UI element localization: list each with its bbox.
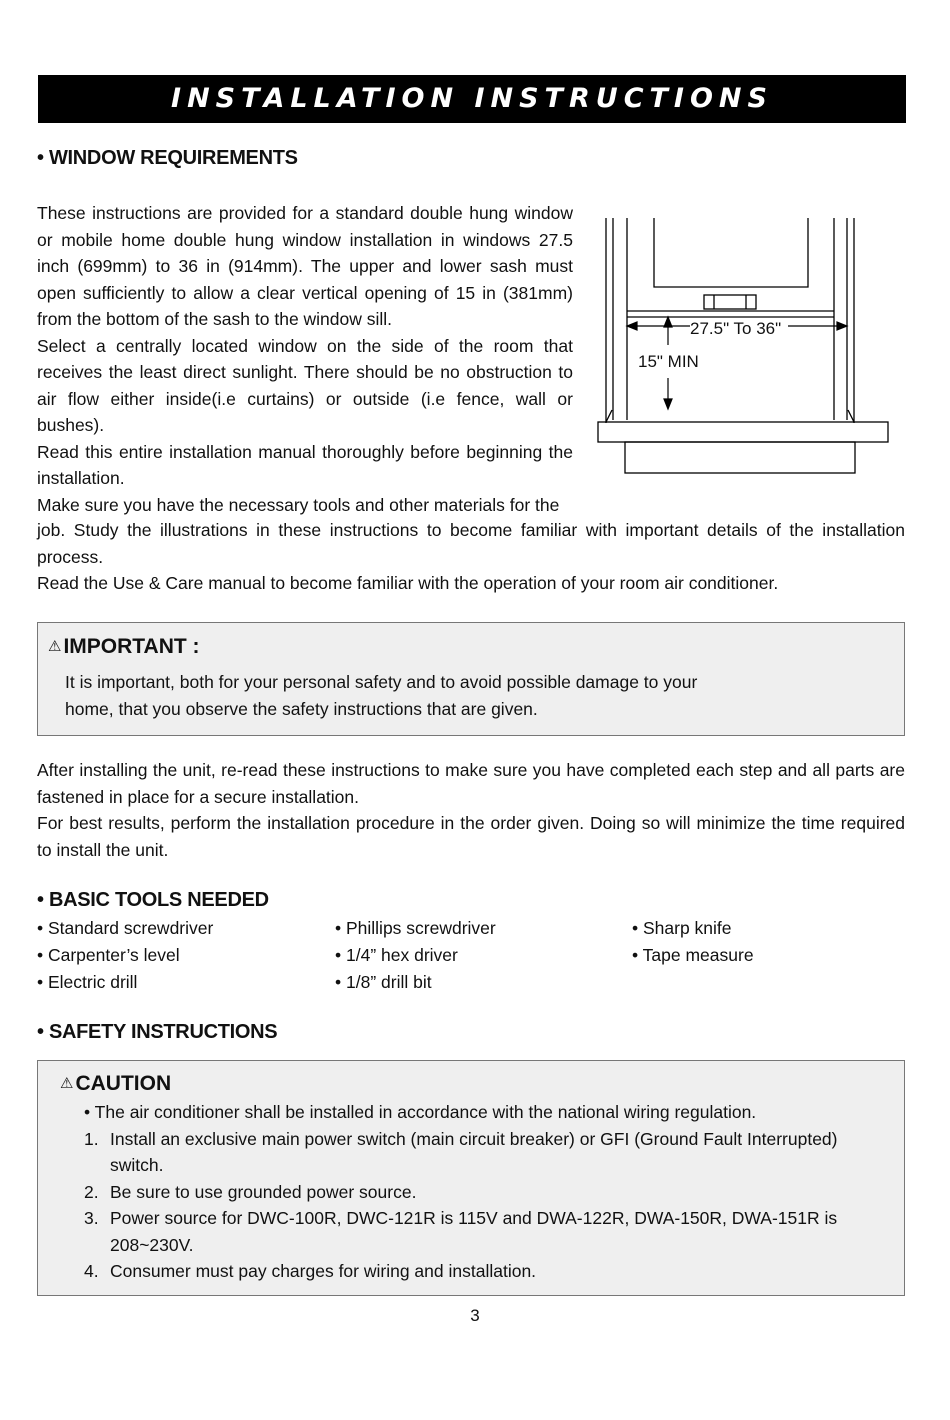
tool-item: • 1/4” hex driver: [335, 945, 458, 965]
caution-box: [37, 1060, 905, 1296]
after-paragraph-1: After installing the unit, re-read these instructions to make sure you have completed each step and all parts are fastened in place for a secure installation.: [37, 760, 905, 807]
caution-body: [84, 1099, 884, 1285]
height-dimension-label: 15" MIN: [638, 352, 699, 371]
sash-lock: [704, 295, 756, 309]
warning-triangle-icon: ⚠: [60, 1075, 74, 1092]
window-requirements-continued: [37, 517, 905, 597]
tool-item: • 1/8” drill bit: [335, 972, 432, 992]
list-item-text: Power source for DWC-100R, DWC-121R is 115V and DWA-122R, DWA-150R, DWA-151R is 208~230V.: [110, 1208, 838, 1255]
window-sill: [598, 422, 888, 442]
important-title-text: IMPORTANT :: [63, 635, 200, 658]
list-item-text: Install an exclusive main power switch (main circuit breaker) or GFI (Ground Fault Interrupted) switch.: [110, 1128, 838, 1175]
tool-item: • Phillips screwdriver: [335, 918, 496, 938]
upper-sash: [654, 218, 808, 287]
width-dimension-label: 27.5" To 36": [690, 319, 782, 338]
intro-paragraph-1: These instructions are provided for a standard double hung window or mobile home double hung window installation in windows 27.5 inch (699mm) to 36 in (914mm). The upper and lower sash must open sufficiently to allow a clear vertical opening of 15 in (381mm) from the bottom of the sash to the window sill.: [37, 203, 573, 329]
list-item-number: 1.: [84, 1128, 99, 1149]
caution-list: [84, 1126, 884, 1285]
after-paragraph-2: For best results, perform the installation procedure in the order given. Doing so will minimize the time required to install the unit.: [37, 813, 905, 860]
tool-item: • Carpenter’s level: [37, 945, 180, 965]
list-item: [84, 1126, 884, 1179]
wide-paragraph-1: job. Study the illustrations in these instructions to become familiar with important details of the installation process.: [37, 520, 905, 567]
intro-paragraph-4: Make sure you have the necessary tools and other materials for the: [37, 494, 560, 515]
list-item-number: 3.: [84, 1208, 99, 1228]
sill-apron: [625, 442, 855, 473]
wide-paragraph-2: Read the Use & Care manual to become familiar with the operation of your room air conditioner.: [37, 573, 779, 593]
caution-bullet: • The air conditioner shall be installed in accordance with the national wiring regulation.: [84, 1102, 757, 1122]
list-item: [84, 1258, 884, 1285]
caution-title-text: CAUTION: [75, 1072, 172, 1095]
page-title-banner: [38, 75, 906, 123]
important-notice-box: [37, 622, 905, 736]
list-item: [84, 1179, 884, 1206]
tool-item: • Standard screwdriver: [37, 918, 214, 938]
page-title: INSTALLATION INSTRUCTIONS: [171, 83, 773, 114]
basic-tools-heading: • BASIC TOOLS NEEDED: [37, 889, 269, 911]
intro-paragraph-2: Select a centrally located window on the side of the room that receives the least direct sunlight. There should be no obstruction to air flow either inside(i.e curtains) or outside (i.e fence, wall or bushes).: [37, 335, 573, 435]
list-item-text: Be sure to use grounded power source.: [110, 1181, 417, 1202]
after-installation-text: [37, 757, 905, 863]
list-item-number: 4.: [84, 1261, 99, 1281]
important-line-1: It is important, both for your personal safety and to avoid possible damage to your: [65, 672, 698, 692]
window-requirements-heading: • WINDOW REQUIREMENTS: [37, 147, 298, 169]
safety-instructions-heading: • SAFETY INSTRUCTIONS: [37, 1021, 278, 1043]
tool-item: • Electric drill: [37, 972, 138, 992]
important-title: [48, 635, 200, 659]
tool-item: • Tape measure: [632, 945, 754, 965]
important-line-2: home, that you observe the safety instructions that are given.: [65, 698, 538, 719]
window-diagram: [590, 210, 900, 480]
warning-triangle-icon: ⚠: [48, 638, 62, 655]
list-item: [84, 1205, 884, 1258]
intro-paragraph-3: Read this entire installation manual thoroughly before beginning the installation.: [37, 441, 573, 488]
page-number: 3: [470, 1306, 480, 1325]
tool-item: • Sharp knife: [632, 918, 732, 938]
window-requirements-intro: [37, 200, 573, 518]
caution-title: [60, 1072, 171, 1096]
list-item-text: Consumer must pay charges for wiring and installation.: [110, 1261, 537, 1281]
list-item-number: 2.: [84, 1181, 99, 1202]
important-body: [65, 669, 697, 722]
